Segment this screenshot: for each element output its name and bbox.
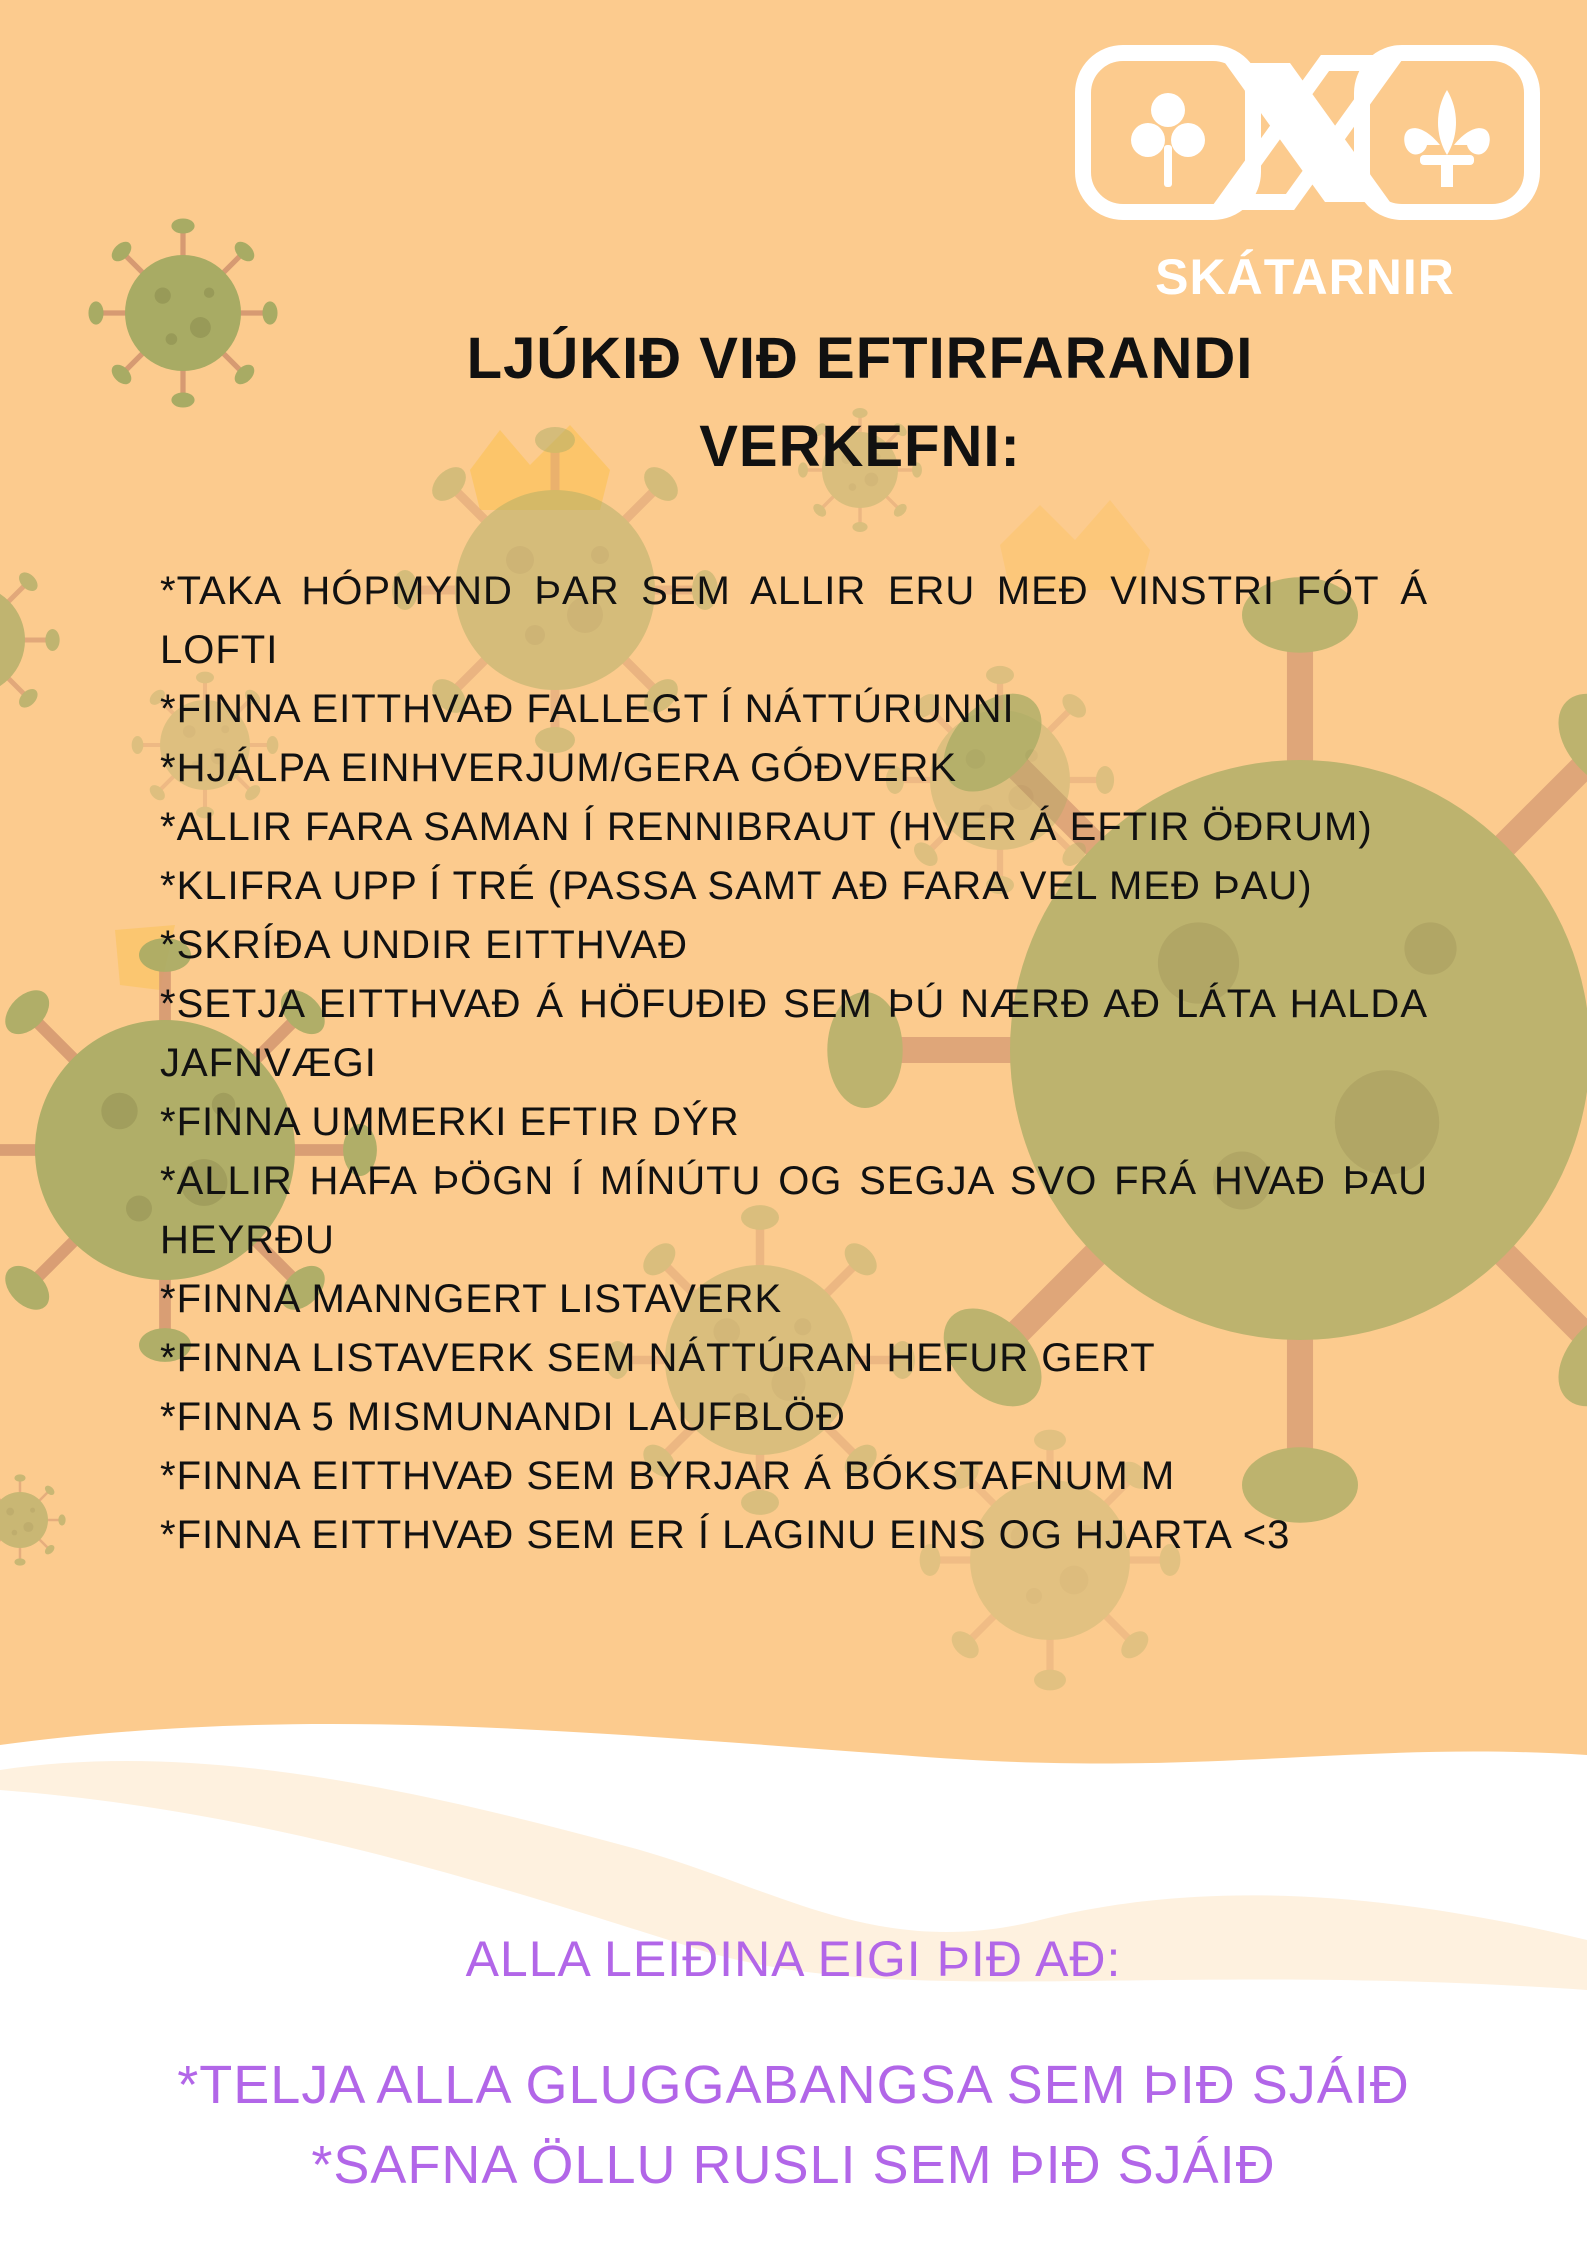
task-item: *KLIFRA UPP Í TRÉ (PASSA SAMT AÐ FARA VEL MEÐ ÞAU): [160, 864, 1313, 908]
along-the-way-heading: ALLA LEIÐINA EIGI ÞIÐ AÐ:: [465, 1931, 1122, 1987]
task-item: *HJÁLPA EINHVERJUM/GERA GÓÐVERK: [160, 746, 958, 790]
task-item: *FINNA EITTHVAÐ FALLEGT Í NÁTTÚRUNNI: [160, 687, 1015, 731]
page-title: [220, 315, 1500, 491]
task-item: *FINNA 5 MISMUNANDI LAUFBLÖÐ: [160, 1395, 846, 1439]
task-item: *TAKA HÓPMYND ÞAR SEM ALLIR ERU MEÐ VINSTRI FÓT Á LOFTI: [160, 569, 1428, 672]
along-the-way-item: *TELJA ALLA GLUGGABANGSA SEM ÞIÐ SJÁIÐ: [177, 2055, 1410, 2115]
page-title-line-1: LJÚKIÐ VIÐ EFTIRFARANDI: [466, 326, 1254, 391]
task-item: *ALLIR HAFA ÞÖGN Í MÍNÚTU OG SEGJA SVO FRÁ HVAÐ ÞAU HEYRÐU: [160, 1159, 1428, 1262]
brand-name: SKÁTARNIR: [1155, 249, 1455, 305]
task-item: *FINNA EITTHVAÐ SEM ER Í LAGINU EINS OG HJARTA <3: [160, 1513, 1291, 1557]
task-item: *SKRÍÐA UNDIR EITTHVAÐ: [160, 923, 688, 967]
task-item: *FINNA UMMERKI EFTIR DÝR: [160, 1100, 740, 1144]
task-item: *FINNA EITTHVAÐ SEM BYRJAR Á BÓKSTAFNUM M: [160, 1454, 1176, 1498]
page-title-line-2: VERKEFNI:: [699, 414, 1021, 479]
along-the-way-item: *SAFNA ÖLLU RUSLI SEM ÞIÐ SJÁIÐ: [311, 2135, 1276, 2195]
along-the-way-list: [0, 2045, 1587, 2205]
task-item: *FINNA MANNGERT LISTAVERK: [160, 1277, 783, 1321]
task-item: *FINNA LISTAVERK SEM NÁTTÚRAN HEFUR GERT: [160, 1336, 1156, 1380]
task-item: *SETJA EITTHVAÐ Á HÖFUÐIÐ SEM ÞÚ NÆRÐ AÐ LÁTA HALDA JAFNVÆGI: [160, 982, 1428, 1085]
task-list: [160, 562, 1428, 1565]
scout-logo-icon: [1075, 45, 1540, 220]
task-item: *ALLIR FARA SAMAN Í RENNIBRAUT (HVER Á EFTIR ÖÐRUM): [160, 805, 1373, 849]
